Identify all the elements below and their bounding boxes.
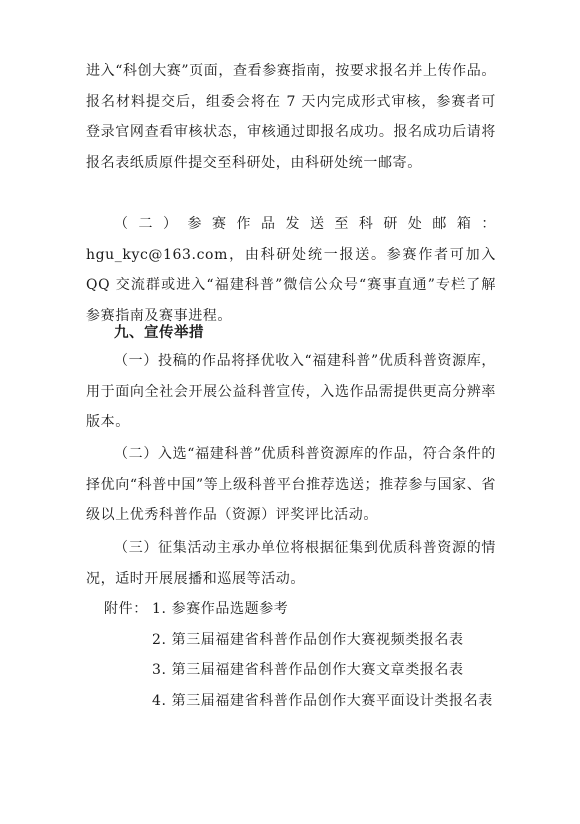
attachment-item: 3. 第三届福建省科普作品创作大赛文章类报名表: [152, 662, 464, 678]
body-paragraph: （三）征集活动主承办单位将根据征集到优质科普资源的情况，适时开展展播和巡展等活动。: [86, 540, 496, 587]
attachment-item: 4. 第三届福建省科普作品创作大赛平面设计类报名表: [152, 692, 493, 709]
attachment-item: 2. 第三届福建省科普作品创作大赛视频类报名表: [152, 631, 464, 648]
body-paragraph: 进入“科创大赛”页面，查看参赛指南，按要求报名并上传作品。报名材料提交后，组委会将在 7 天内完成形式审核，参赛者可登录官网查看审核状态，审核通过即报名成功。报名成功后请将报名表纸质原件提交至科研处，由科研处统一邮寄。: [86, 63, 496, 171]
body-paragraph: （二）参赛作品发送至科研处邮箱：hgu_kyc@163.com，由科研处统一报送。参赛作者可加入 QQ 交流群或进入“福建科普”微信公众号“赛事直通”专栏了解参赛指南及赛事进程。: [86, 216, 496, 324]
section-heading: 九、宣传举措: [114, 325, 204, 341]
body-paragraph: （二）入选“福建科普”优质科普资源库的作品，符合条件的择优向“科普中国”等上级科普平台推荐选送；推荐参与国家、省级以上优秀科普作品（资源）评奖评比活动。: [86, 446, 496, 523]
attachment-item: 1. 参赛作品选题参考: [152, 601, 289, 617]
body-paragraph: （一）投稿的作品将择优收入“福建科普”优质科普资源库，用于面向全社会开展公益科普宣传，入选作品需提供更高分辨率版本。: [86, 353, 496, 430]
attachments-list: [152, 594, 514, 716]
attachments-label: 附件：: [104, 601, 148, 617]
attachments-section: [104, 594, 514, 716]
